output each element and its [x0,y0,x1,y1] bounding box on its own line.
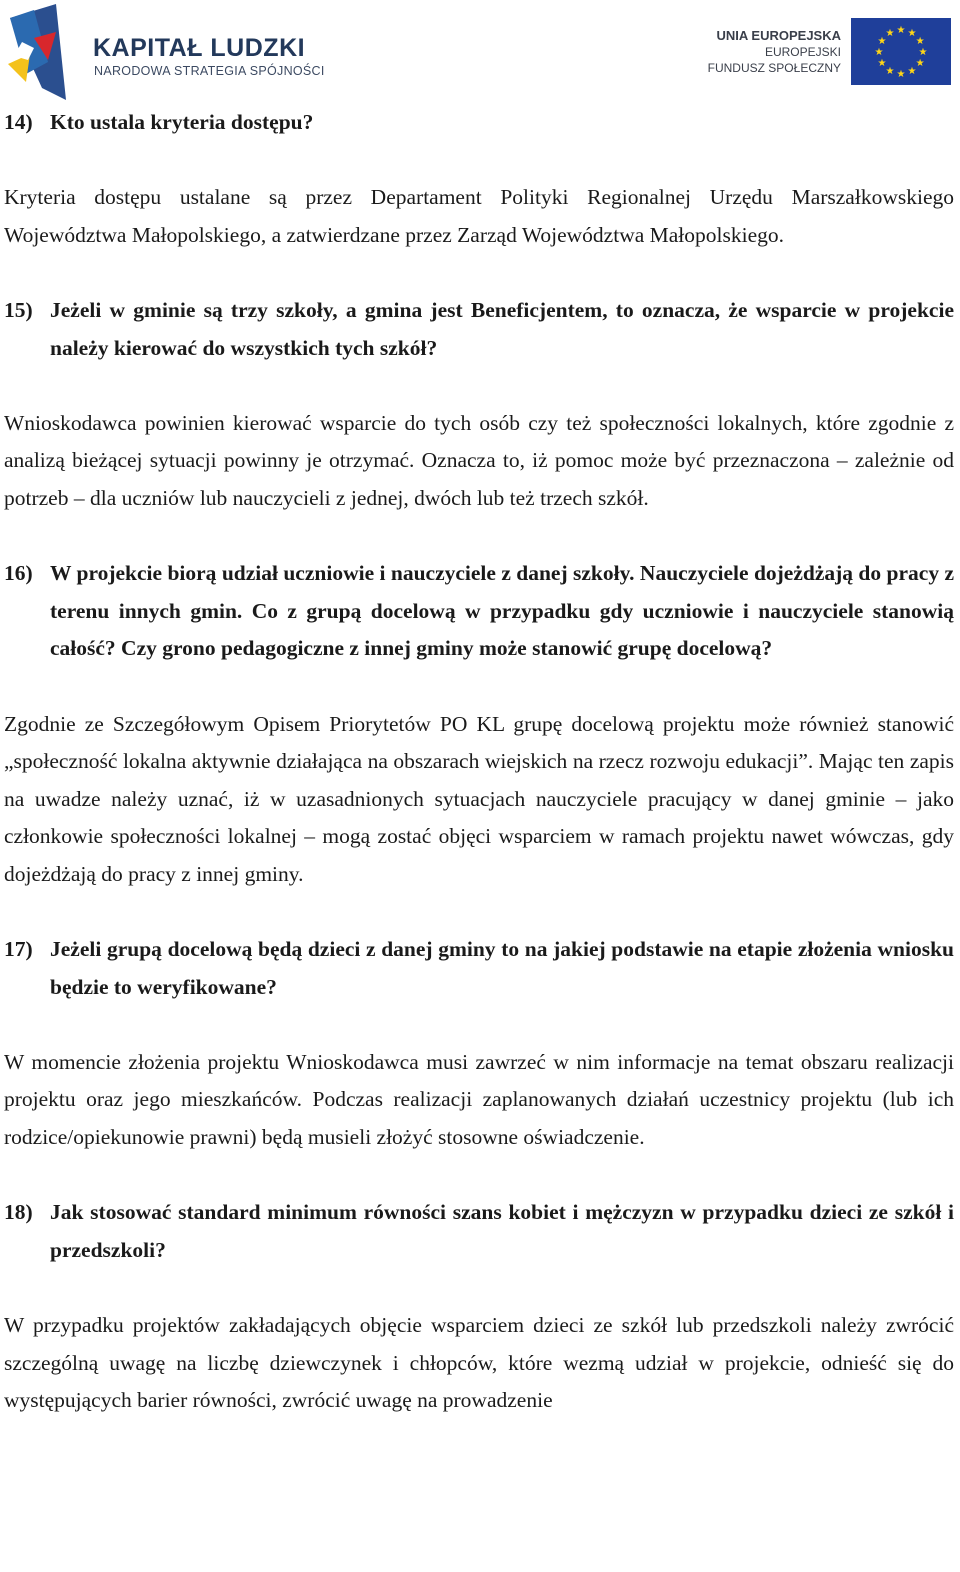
question-17 [4,931,954,1006]
question-text: Kto ustala kryteria dostępu? [50,110,314,134]
kapital-ludzki-logo [4,2,70,100]
question-number: 15) [4,297,33,322]
question-number: 16) [4,561,33,586]
faq-item-17 [4,931,954,1194]
faq-item-15 [4,292,954,555]
eu-star: ★ [877,36,887,47]
answer-18: W przypadku projektów zakładających objęcie wsparciem dzieci ze szkół lub przedszkoli należy zwrócić szczególną uwagę na liczbę dziewczynek i chłopców, które wezmą udział w projekcie, odnieść się do występujących barier równości, zwrócić uwagę na prowadzenie [4,1313,954,1413]
eu-label-line3: FUNDUSZ SPOŁECZNY [707,61,841,75]
logo-subtitle: NARODOWA STRATEGIA SPÓJNOŚCI [94,64,325,78]
answer-15: Wnioskodawca powinien kierować wsparcie do tych osób czy też społeczności lokalnych, które zgodnie z analizą bieżącej sytuacji powinny je otrzymać. Oznacza to, iż pomoc może być przeznaczona – zależnie od potrzeb – dla uczniów lub nauczycieli z jednej, dwóch lub też trzech szkół. [4,410,954,510]
eu-star: ★ [907,27,917,39]
question-number: 17) [4,937,33,962]
eu-flag-icon [851,18,951,85]
question-number: 14) [4,110,33,134]
eu-star: ★ [918,47,928,58]
faq-item-14 [4,104,954,292]
faq-item-18 [4,1194,954,1420]
page-header [0,0,960,100]
question-text: W projekcie biorą udział uczniowie i nauczyciele z danej szkoły. Nauczyciele dojeżdżają do pracy z terenu innych gmin. Co z grupą docelową w przypadku gdy uczniowie i nauczyciele stanowią całość? Czy grono pedagogiczne z innej gminy może stanowić grupę docelową? [50,561,954,661]
question-text: Jeżeli w gminie są trzy szkoły, a gmina jest Beneficjentem, to oznacza, że wsparcie w projekcie należy kierować do wszystkich tych szkół? [50,297,954,360]
answer-16: Zgodnie ze Szczegółowym Opisem Priorytetów PO KL grupę docelową projektu może również stanowić „społeczność lokalna aktywnie działająca na obszarach wiejskich na rzecz rozwoju edukacji”. Mając ten zapis na uwadze należy uznać, iż w uzasadnionych sytuacjach nauczyciele pracujący w danej gminie – jako członkowie społeczności lokalnej – mogą zostać objęci wsparciem w ramach projektu nawet wówczas, gdy dojeżdżają do pracy z innej gminy. [4,711,954,886]
question-16 [4,555,954,668]
question-18 [4,1194,954,1269]
question-14 [4,104,954,142]
question-number: 18) [4,1200,33,1225]
eu-star: ★ [896,25,906,36]
eu-fund-label [708,28,841,76]
eu-star: ★ [907,66,917,78]
eu-star: ★ [915,36,925,47]
eu-star: ★ [877,58,887,69]
question-text: Jeżeli grupą docelową będą dzieci z danej gminy to na jakiej podstawie na etapie złożenia wniosku będzie to weryfikowane? [50,937,954,999]
eu-star: ★ [885,27,895,39]
answer-17: W momencie złożenia projektu Wnioskodawca musi zawrzeć w nim informacje na temat obszaru realizacji projektu oraz jego mieszkańców. Podczas realizacji zaplanowanych działań uczestnicy projektu (lub ich rodzice/opiekunowie prawni) będą musieli złożyć stosowne oświadczenie. [4,1049,954,1150]
eu-label-line1: UNIA EUROPEJSKA [716,28,841,43]
faq-item-16 [4,555,954,931]
logo-title: KAPITAŁ LUDZKI [93,34,306,62]
question-15 [4,292,954,367]
eu-star: ★ [915,58,925,69]
eu-star: ★ [896,69,906,80]
question-text: Jak stosować standard minimum równości szans kobiet i mężczyzn w przypadku dzieci ze szkół i przedszkoli? [50,1200,954,1262]
faq-document [4,104,954,1420]
answer-14: Kryteria dostępu ustalane są przez Departament Polityki Regionalnej Urzędu Marszałkowskiego Województwa Małopolskiego, a zatwierdzane przez Zarząd Województwa Małopolskiego. [4,185,954,247]
eu-label-line2: EUROPEJSKI [764,45,841,59]
eu-star: ★ [885,66,895,78]
eu-star: ★ [874,47,884,58]
